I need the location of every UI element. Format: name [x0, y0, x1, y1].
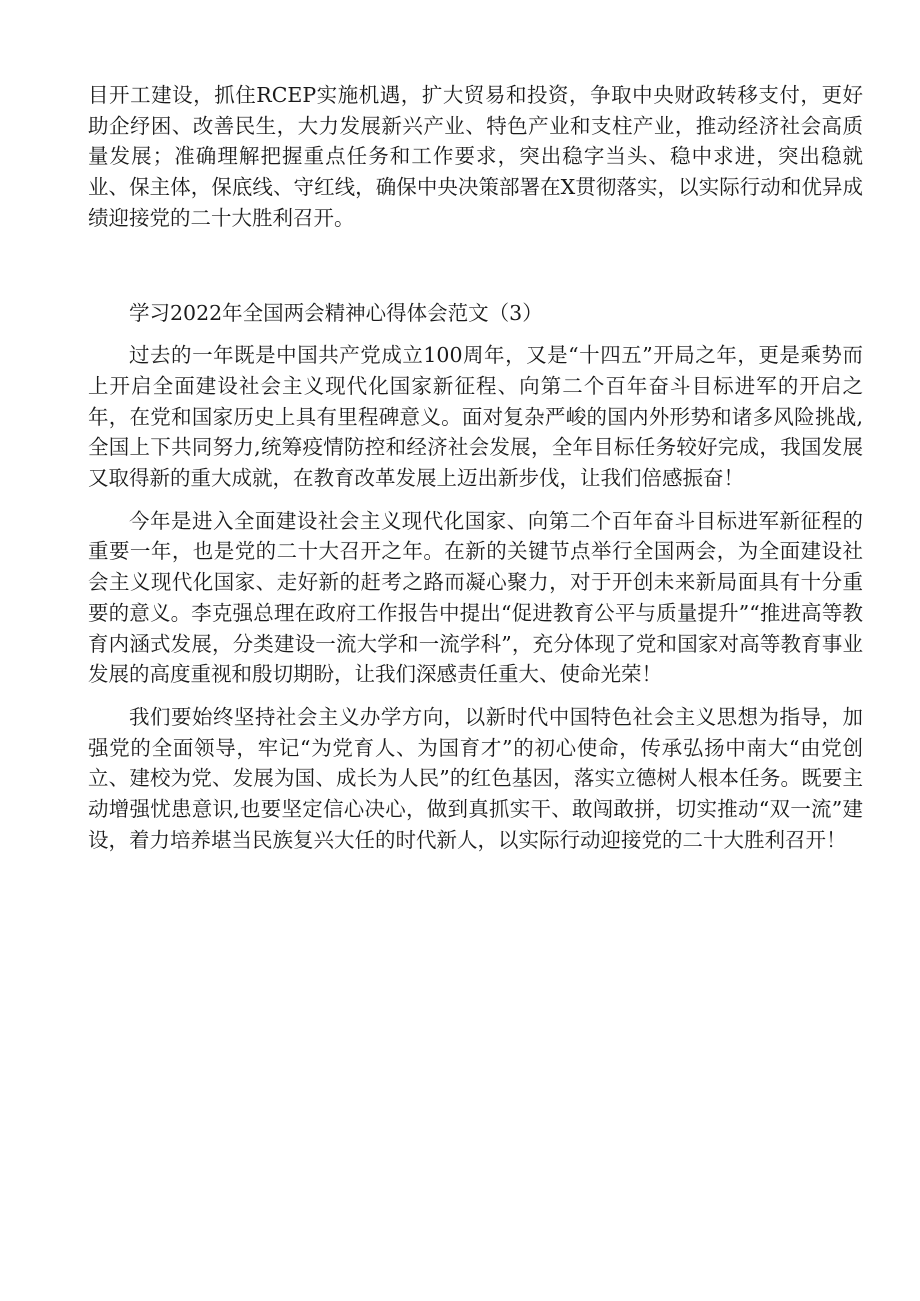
document-page — [88, 80, 863, 855]
paragraph-spacer-1 — [88, 494, 863, 506]
section-title: 学习2022年全国两会精神心得体会范文（3） — [129, 300, 543, 325]
body-paragraph-2: 今年是进入全面建设社会主义现代化国家、向第二个百年奋斗目标进军新征程的重要一年，也是党的二十大召开之年。在新的关键节点举行全国两会，为全面建设社会主义现代化国家、走好新的赶考之路而凝心聚力，对于开创未来新局面具有十分重要的意义。李克强总理在政府工作报告中提出“促进教育公平与质量提升”“推进高等教育内涵式发展，分类建设一流大学和一流学科”，充分体现了党和国家对高等教育事业发展的高度重视和殷切期盼，让我们深感责任重大、使命光荣！ — [88, 508, 863, 687]
continued-paragraph: 目开工建设，抓住RCEP实施机遇，扩大贸易和投资，争取中央财政转移支付，更好助企纾困、改善民生，大力发展新兴产业、特色产业和支柱产业，推动经济社会高质量发展；准确理解把握重点任务和工作要求，突出稳字当头、稳中求进，突出稳就业、保主体，保底线、守红线，确保中央决策部署在X贯彻落实，以实际行动和优异成绩迎接党的二十大胜利召开。 — [88, 83, 863, 230]
body-paragraph-1: 过去的一年既是中国共产党成立100周年，又是“十四五”开局之年，更是乘势而上开启全面建设社会主义现代化国家新征程、向第二个百年奋斗目标进军的开启之年，在党和国家历史上具有里程碑意义。面对复杂严峻的国内外形势和诸多风险挑战,全国上下共同努力,统筹疫情防控和经济社会发展，全年目标任务较好完成，我国发展又取得新的重大成就，在教育改革发展上迈出新步伐，让我们倍感振奋！ — [88, 343, 863, 491]
title-spacer — [88, 328, 863, 340]
body-paragraph-3: 我们要始终坚持社会主义办学方向，以新时代中国特色社会主义思想为指导，加强党的全面领导，牢记“为党育人、为国育才”的初心使命，传承弘扬中南大“由党创立、建校为党、发展为国、成长为人民”的红色基因，落实立德树人根本任务。既要主动增强忧患意识,也要坚定信心决心，做到真抓实干、敢闯敢拼，切实推动“双一流”建设，着力培养堪当民族复兴大任的时代新人，以实际行动迎接党的二十大胜利召开！ — [88, 704, 863, 852]
section-spacer — [88, 234, 863, 298]
paragraph-spacer-2 — [88, 690, 863, 702]
